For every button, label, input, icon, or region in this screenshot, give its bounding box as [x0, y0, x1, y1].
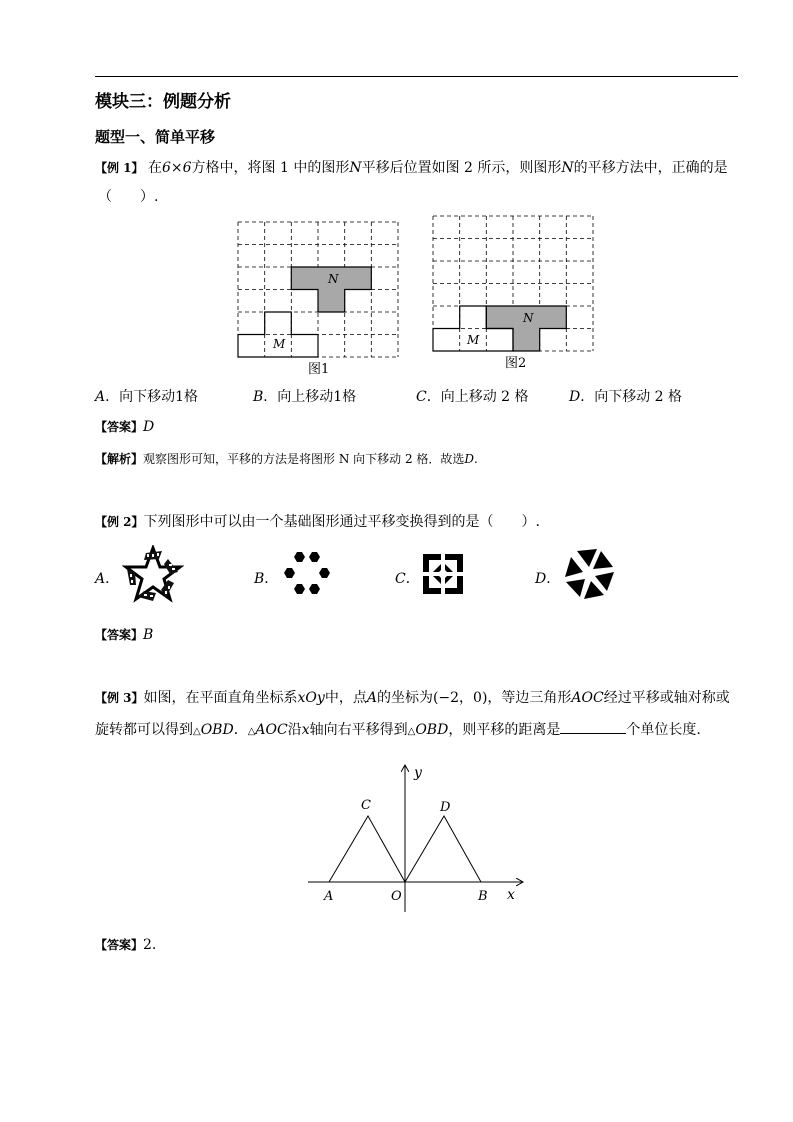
ex3-answer: 【答案】2. [95, 937, 157, 953]
graph-label-b: B [478, 889, 488, 904]
ex2-option-a[interactable]: A． [95, 571, 120, 587]
graph-label-o: O [391, 889, 402, 904]
ex1-question-line2: （ ）. [98, 189, 159, 205]
header-rule [95, 76, 738, 77]
graph-label-x: x [507, 887, 515, 903]
ex1-figure-1 [236, 220, 402, 380]
square-diamond-icon [421, 552, 465, 596]
graph-label-y: y [414, 765, 422, 781]
ex1-answer: 【答案】D [95, 419, 155, 435]
ex1-tag: 【例 1】 [95, 161, 144, 175]
aperture-icon [562, 547, 616, 601]
ex3-coordinate-graph [300, 760, 530, 920]
ex2-option-c[interactable]: C． [395, 571, 420, 587]
fig1-caption: 图1 [308, 362, 330, 377]
graph-label-a: A [324, 889, 334, 904]
ex2-answer: 【答案】B [95, 627, 154, 643]
ex1-option-a[interactable]: A．向下移动1格 [95, 389, 199, 405]
ex3-question-line1: 【例 3】如图，在平面直角坐标系xOy中，点A的坐标为(−2，0)，等边三角形AOC经过平移或轴对称或 [95, 690, 730, 706]
hexagon-ring-icon [280, 549, 334, 597]
star-ribbon-icon [122, 545, 184, 607]
fig2-label-m: M [467, 333, 480, 347]
ex2-question: 【例 2】下列图形中可以由一个基础图形通过平移变换得到的是（ ）. [95, 514, 540, 530]
fig1-label-n: N [328, 272, 339, 286]
fig2-label-n: N [523, 311, 534, 325]
ex1-analysis: 【解析】观察图形可知，平移的方法是将图形 N 向下移动 2 格．故选D. [95, 452, 478, 466]
graph-label-d: D [440, 800, 451, 815]
ex1-question-line1: 【例 1】 在6×6方格中，将图 1 中的图形N平移后位置如图 2 所示，则图形N的平移方法中，正确的是 [95, 160, 728, 176]
ex3-answer-blank[interactable] [560, 721, 626, 734]
graph-label-c: C [361, 798, 371, 813]
ex3-question-line2: 旋转都可以得到△OBD．△AOC沿x轴向右平移得到△OBD，则平移的距离是 个单位长度. [95, 722, 701, 738]
ex2-option-b[interactable]: B． [254, 571, 279, 587]
section-title: 题型一、简单平移 [95, 128, 216, 146]
fig1-label-m: M [273, 337, 286, 351]
ex1-option-d[interactable]: D．向下移动 2 格 [569, 389, 683, 405]
module-title: 模块三：例题分析 [95, 92, 231, 112]
ex2-option-d[interactable]: D． [535, 571, 561, 587]
ex1-figure-2 [431, 214, 597, 374]
ex1-option-c[interactable]: C．向上移动 2 格 [416, 389, 529, 405]
fig2-caption: 图2 [505, 356, 527, 371]
ex1-option-b[interactable]: B．向上移动1格 [253, 389, 357, 405]
